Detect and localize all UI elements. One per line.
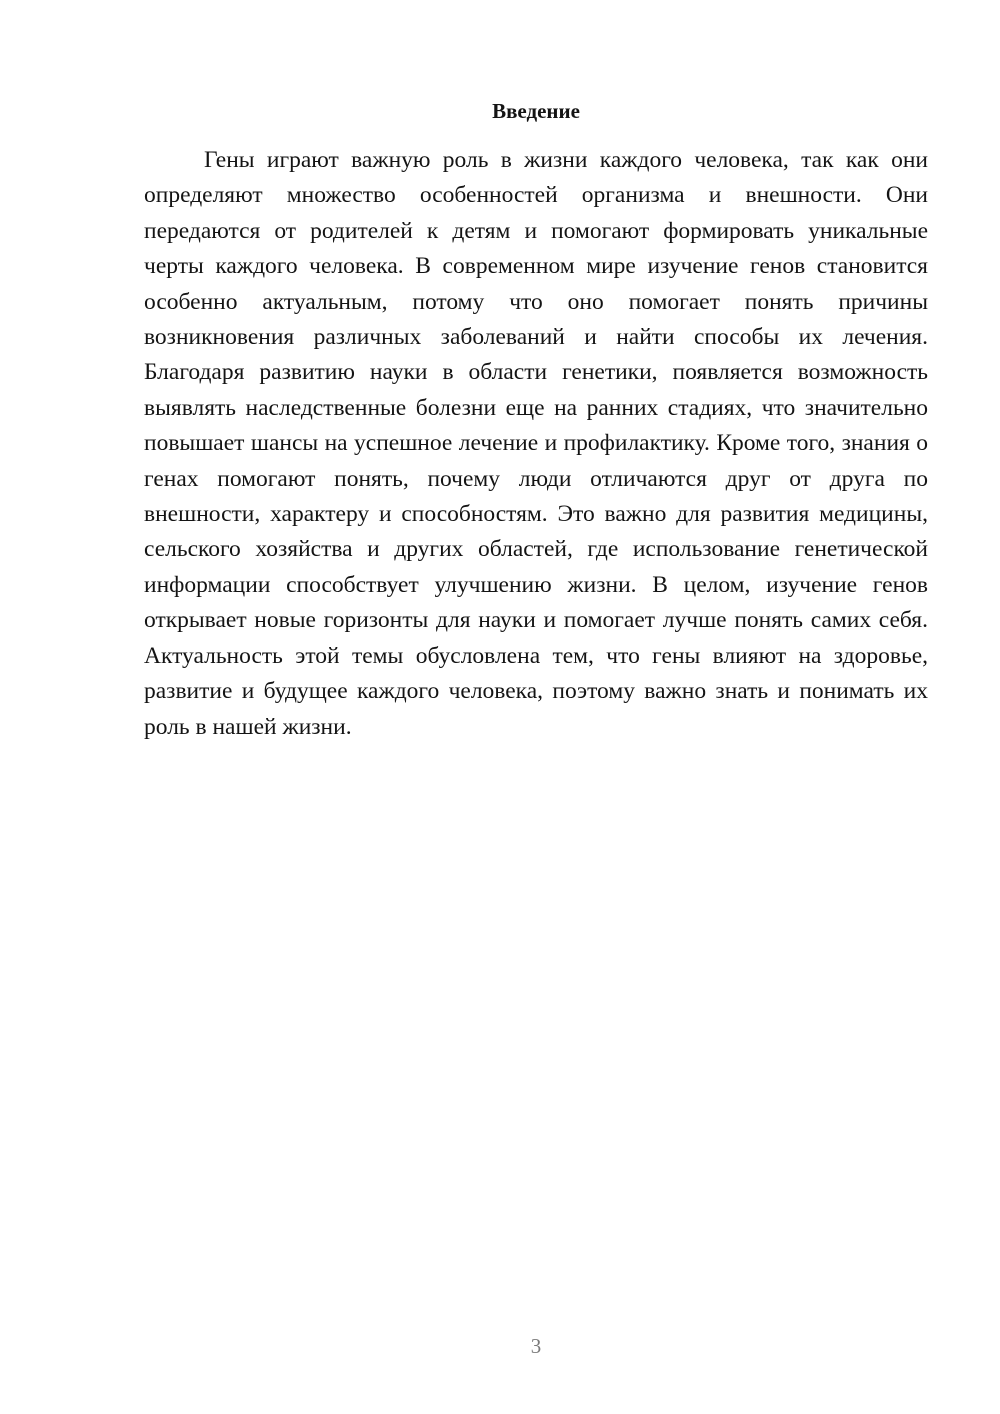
section-heading: Введение (492, 99, 580, 123)
page-number: 3 (530, 1334, 542, 1358)
body-paragraph: Гены играют важную роль в жизни каждого человека, так как они определяют множество особенностей организма и внешности. Они передаются от родителей к детям и помогают формировать уникальные черты каждого человека. В современном мире изучение генов становится особенно актуальным, потому что оно помогает понять причины возникновения различных заболеваний и найти способы их лечения. Благодаря развитию науки в области генетики, появляется возможность выявлять наследственные болезни еще на ранних стадиях, что значительно повышает шансы на успешное лечение и профилактику. Кроме того, знания о генах помогают понять, почему люди отличаются друг от друга по внешности, характеру и способностям. Это важно для развития медицины, сельского хозяйства и других областей, где использование генетической информации способствует улучшению жизни. В целом, изучение генов открывает новые горизонты для науки и помогает лучше понять самих себя. Актуальность этой темы обусловлена тем, что гены влияют на здоровье, развитие и будущее каждого человека, поэтому важно знать и понимать их роль в нашей жизни. (144, 147, 928, 740)
